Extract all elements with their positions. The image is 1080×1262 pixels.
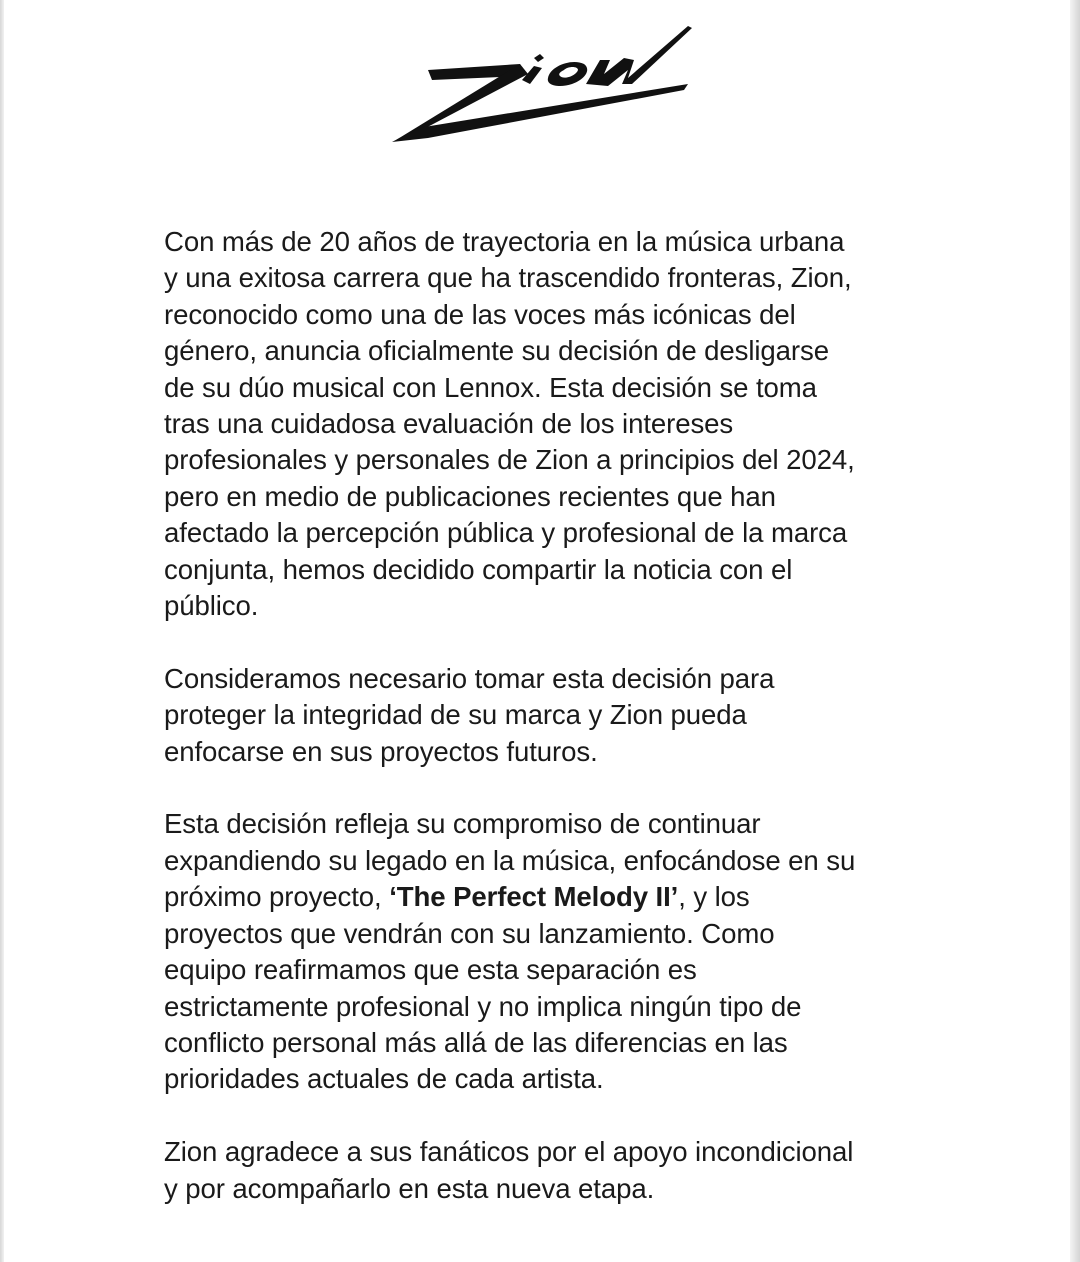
text-line: Zion agradece a sus fanáticos por el apoyo incondicional — [164, 1136, 854, 1168]
paragraph-1 — [164, 224, 924, 624]
text-line: conflicto personal más allá de las diferencias en las — [164, 1026, 788, 1058]
text-line: expandiendo su legado en la música, enfocándose en su — [164, 844, 856, 876]
text-line: de su dúo musical con Lennox. Esta decisión se toma — [164, 371, 817, 403]
album-title: ‘The Perfect Melody II’ — [389, 881, 679, 913]
text-line: equipo reafirmamos que esta separación es — [164, 954, 697, 986]
text-fragment: , y los — [678, 881, 750, 913]
text-line: afectado la percepción pública y profesional de la marca — [164, 517, 848, 549]
text-line: enfocarse en sus proyectos futuros. — [164, 735, 598, 767]
zion-logo — [388, 20, 694, 146]
text-line: género, anuncia oficialmente su decisión de desligarse — [164, 335, 829, 367]
text-line: profesionales y personales de Zion a principios del 2024, — [164, 444, 855, 476]
text-line: reconocido como una de las voces más icónicas del — [164, 298, 796, 330]
text-line: conjunta, hemos decidido compartir la noticia con el — [164, 553, 793, 585]
text-line: público. — [164, 590, 259, 622]
text-line-with-title — [164, 879, 924, 915]
text-line: proyectos que vendrán con su lanzamiento. Como — [164, 917, 775, 949]
text-line: Con más de 20 años de trayectoria en la música urbana — [164, 226, 845, 257]
text-line: pero en medio de publicaciones recientes que han — [164, 480, 776, 512]
text-line: prioridades actuales de cada artista. — [164, 1063, 604, 1095]
paragraph-3 — [164, 806, 924, 1097]
statement-body — [164, 224, 924, 1243]
text-line: y una exitosa carrera que ha trascendido fronteras, Zion, — [164, 262, 852, 294]
text-line: Esta decisión refleja su compromiso de continuar — [164, 808, 761, 840]
text-line: proteger la integridad de su marca y Zion pueda — [164, 699, 747, 731]
page-edge-left — [0, 0, 4, 1262]
paragraph-4 — [164, 1134, 924, 1207]
text-line: Consideramos necesario tomar esta decisión para — [164, 662, 775, 694]
text-line: estrictamente profesional y no implica ningún tipo de — [164, 990, 802, 1022]
text-line: tras una cuidadosa evaluación de los intereses — [164, 408, 734, 440]
text-fragment: próximo proyecto, — [164, 881, 390, 913]
text-line: y por acompañarlo en esta nueva etapa. — [164, 1172, 655, 1204]
page-edge-right — [1070, 0, 1080, 1262]
paragraph-2 — [164, 661, 924, 770]
